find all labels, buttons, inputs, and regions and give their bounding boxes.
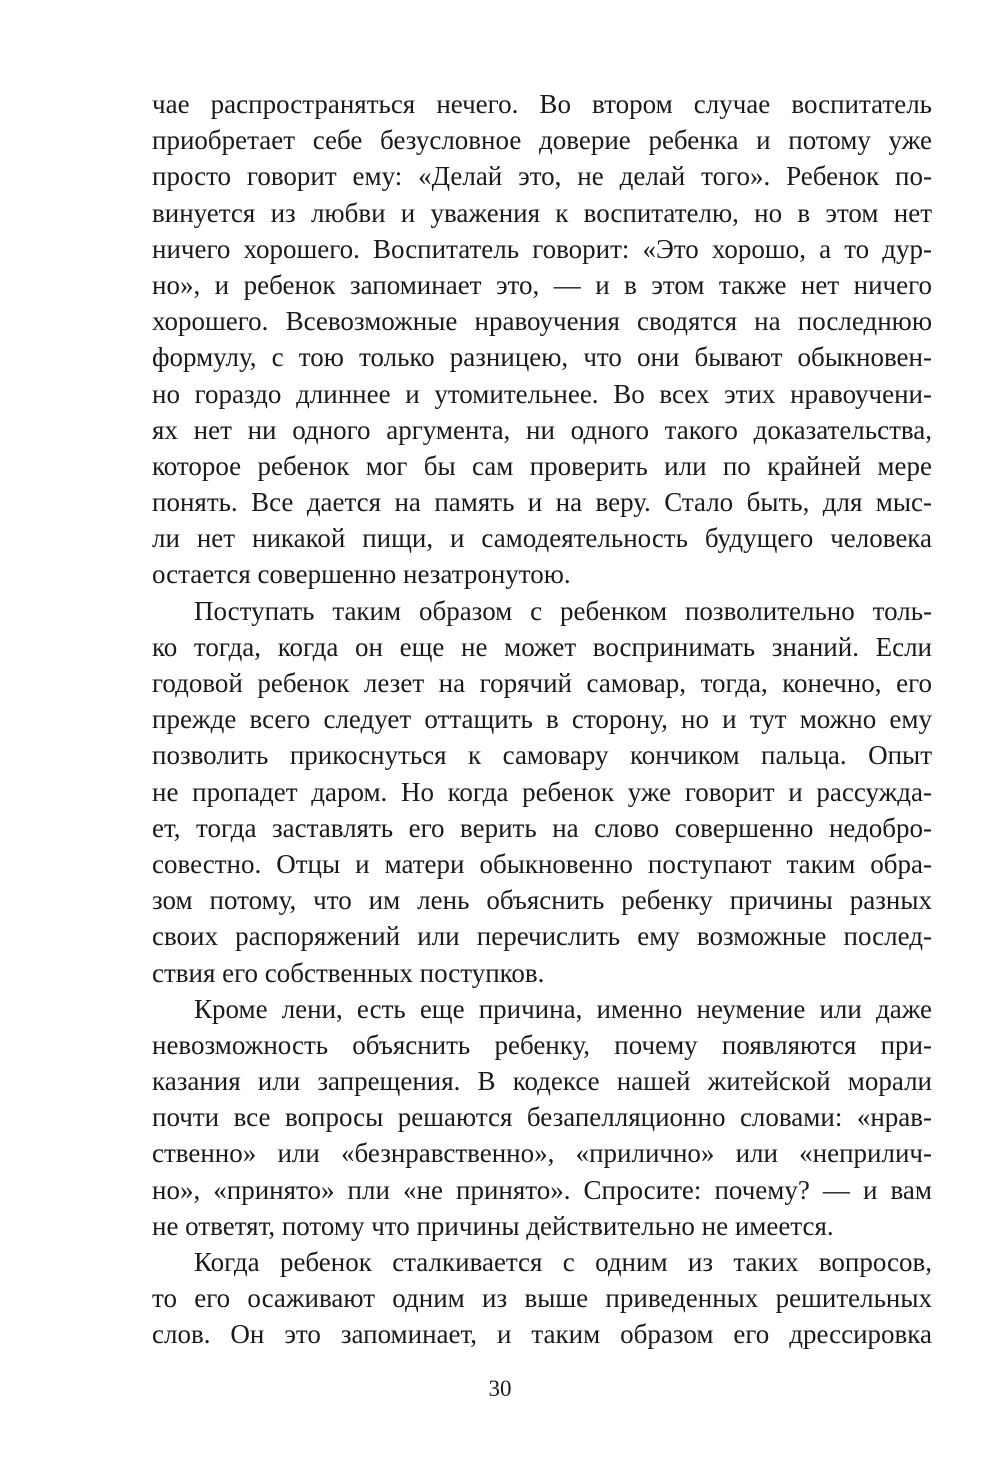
text-line: ет, тогда заставлять его верить на слово совершенно недобро- bbox=[152, 812, 932, 843]
text-line: не ответят, потому что причины действительно не имеется. bbox=[152, 1210, 834, 1241]
text-line: но», «принято» пли «не принято». Спросите: почему? — и вам bbox=[152, 1174, 932, 1205]
text-line: ях нет ни одного аргумента, ни одного такого доказательства, bbox=[152, 414, 932, 445]
text-line: ничего хорошего. Воспитатель говорит: «Это хорошо, а то дур- bbox=[152, 233, 932, 264]
text-line: винуется из любви и уважения к воспитателю, но в этом нет bbox=[152, 197, 932, 228]
page-number: 30 bbox=[488, 1376, 512, 1401]
text-line: то его осаживают одним из выше приведенных решительных bbox=[152, 1283, 932, 1314]
text-line: которое ребенок мог бы сам проверить или по крайней мере bbox=[152, 450, 932, 481]
text-line: годовой ребенок лезет на горячий самовар, тогда, конечно, его bbox=[152, 668, 932, 698]
text-line: своих распоряжений или перечислить ему возможные послед- bbox=[152, 921, 932, 952]
text-line: прежде всего следует оттащить в сторону, но и тут можно ему bbox=[152, 704, 932, 735]
text-line: просто говорит ему: «Делай это, не делай того». Ребенок по- bbox=[152, 161, 932, 192]
text-line: приобретает себе безусловное доверие ребенка и потому уже bbox=[152, 125, 932, 156]
text-line: позволить прикоснуться к самовару кончиком пальца. Опыт bbox=[152, 740, 932, 771]
text-line: понять. Все дается на память и на веру. Стало быть, для мыс- bbox=[152, 487, 932, 518]
body-text bbox=[152, 86, 932, 1353]
text-line: но гораздо длиннее и утомительнее. Во всех этих нравоучени- bbox=[152, 378, 932, 409]
text-line: хорошего. Всевозможные нравоучения сводятся на последнюю bbox=[152, 306, 932, 337]
text-line: совестно. Отцы и матери обыкновенно поступают таким обра- bbox=[152, 848, 932, 879]
text-line: но», и ребенок запоминает это, — и в этом также нет ничего bbox=[152, 269, 932, 300]
text-line: невозможность объяснить ребенку, почему появляются при- bbox=[152, 1029, 932, 1060]
text-line: зом потому, что им лень объяснить ребенку причины разных bbox=[152, 885, 932, 916]
text-line: ствия его собственных поступков. bbox=[152, 957, 545, 988]
text-line: почти все вопросы решаются безапелляционно словами: «нрав- bbox=[152, 1102, 932, 1133]
text-line: чае распространяться нечего. Во втором случае воспитатель bbox=[152, 89, 932, 119]
text-line: слов. Он это запоминает, и таким образом его дрессировка bbox=[152, 1319, 932, 1350]
text-line: формулу, с тою только разницею, что они бывают обыкновен- bbox=[152, 342, 932, 373]
text-line: ли нет никакой пищи, и самодеятельность будущего человека bbox=[152, 523, 932, 554]
text-line: казания или запрещения. В кодексе нашей житейской морали bbox=[152, 1066, 932, 1097]
text-line: не пропадет даром. Но когда ребенок уже говорит и рассужда- bbox=[152, 776, 932, 807]
text-line: ко тогда, когда он еще не может воспринимать знаний. Если bbox=[152, 631, 932, 662]
text-line: Поступать таким образом с ребенком позволительно толь- bbox=[194, 595, 932, 626]
text-line: Когда ребенок сталкивается с одним из таких вопросов, bbox=[194, 1247, 932, 1277]
text-line: остается совершенно незатронутою. bbox=[152, 559, 571, 590]
text-line: Кроме лени, есть еще причина, именно неумение или даже bbox=[194, 993, 932, 1024]
text-line: ственно» или «безнравственно», «прилично» или «неприлич- bbox=[152, 1138, 932, 1169]
